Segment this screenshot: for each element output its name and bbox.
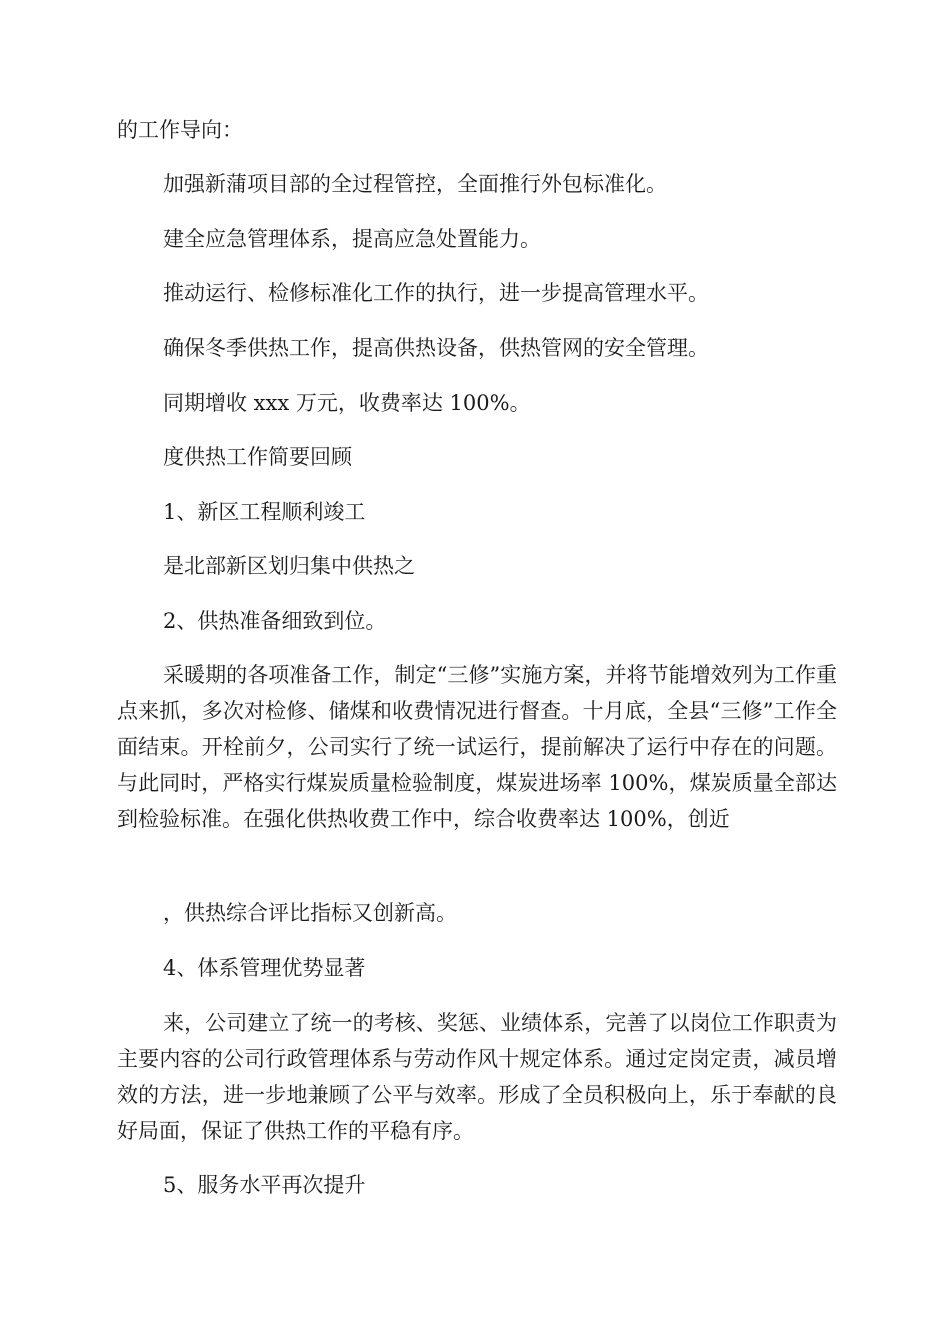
section-heading-4: 4、体系管理优势显著 xyxy=(163,956,366,980)
paragraph-evaluation: ，供热综合评比指标又创新高。 xyxy=(163,901,457,925)
paragraph-item-project-control: 加强新蒲项目部的全过程管控，全面推行外包标准化。 xyxy=(163,172,667,196)
paragraph-new-district: 是北部新区划归集中供热之 xyxy=(163,554,415,578)
paragraph-item-revenue: 同期增收 xxx 万元，收费率达 100%。 xyxy=(163,391,531,415)
paragraph-item-winter-heating: 确保冬季供热工作，提高供热设备，供热管网的安全管理。 xyxy=(163,336,709,360)
paragraph-item-emergency: 建全应急管理体系，提高应急处置能力。 xyxy=(163,227,541,251)
section-heading-5: 5、服务水平再次提升 xyxy=(163,1173,366,1197)
paragraph-item-standardization: 推动运行、检修标准化工作的执行，进一步提高管理水平。 xyxy=(163,281,709,305)
section-heading-1: 1、新区工程顺利竣工 xyxy=(163,500,366,524)
paragraph-management-system: 来，公司建立了统一的考核、奖惩、业绩体系，完善了以岗位工作职责为主要内容的公司行政管理体系与劳动作风十规定体系。通过定岗定责，减员增效的方法，进一步地兼顾了公平与效率。形成了全员积极向上，乐于奉献的良好局面，保证了供热工作的平稳有序。 xyxy=(117,1011,837,1143)
section-heading-review: 度供热工作简要回顾 xyxy=(163,445,352,469)
paragraph-preparation: 采暖期的各项准备工作，制定“三修”实施方案，并将节能增效列为工作重点来抓，多次对检修、储煤和收费情况进行督查。十月底，全县“三修”工作全面结束。开栓前夕，公司实行了统一试运行，提前解决了运行中存在的问题。与此同时，严格实行煤炭质量检验制度，煤炭进场率 100%，煤炭质量全部达到检验标准。在强化供热收费工作中，综合收费率达 100%，创近 xyxy=(117,663,837,831)
section-heading-2: 2、供热准备细致到位。 xyxy=(163,609,387,633)
paragraph-work-orientation: 的工作导向： xyxy=(117,118,243,142)
